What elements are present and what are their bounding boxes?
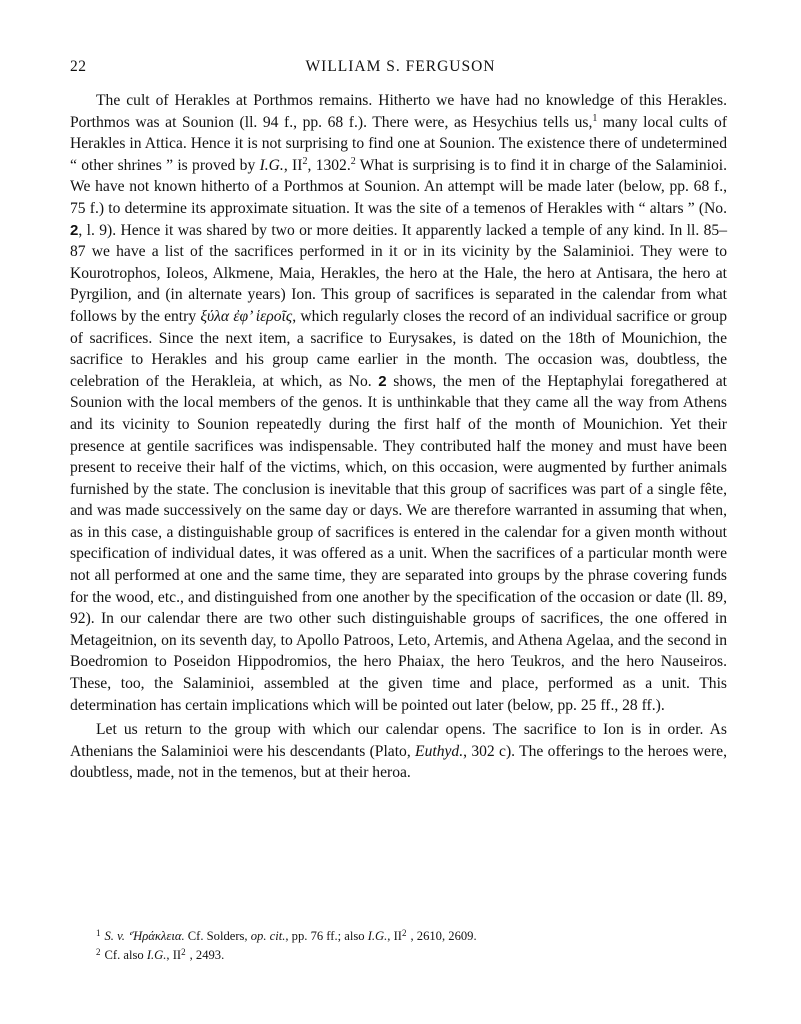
footnote-abbr: S. v. bbox=[104, 929, 125, 943]
citation-ig: I.G. bbox=[259, 156, 284, 174]
citation-ig: I.G. bbox=[367, 929, 388, 943]
text-run: many local cults of Herakles in Attica. Hence it is not surprising to find one at Sounion. The existence there of undetermined “ other shrines ” is proved by bbox=[70, 113, 728, 174]
footnote-mark: 1 bbox=[96, 928, 101, 938]
paragraph-2 bbox=[70, 719, 727, 784]
text-run: , II bbox=[387, 929, 402, 943]
citation-euthyd: Euthyd. bbox=[415, 742, 464, 760]
text-run: , 2610, 2609. bbox=[410, 929, 477, 943]
text-run: Cf. Solders, bbox=[184, 929, 251, 943]
text-run: , II bbox=[166, 948, 182, 962]
citation-ig: I.G. bbox=[146, 948, 167, 962]
text-run: Cf. also bbox=[104, 948, 147, 962]
running-title: WILLIAM S. FERGUSON bbox=[305, 58, 496, 75]
footnote-ref-2: 2 bbox=[350, 155, 356, 167]
text-run: , 1302. bbox=[307, 156, 351, 174]
citation-opcit: op. cit. bbox=[250, 929, 286, 943]
page-number: 22 bbox=[70, 58, 87, 75]
text-run: What is surprising is to find it in charge of the Salaminioi. We have not known hitherto of a Porthmos at Sounion. An attempt will be made later (below, pp. 68 f., 75 f.) to determine its approximate situation. It was the site of a temenos of Herakles with “ altars ” (No. bbox=[70, 156, 728, 217]
inscription-number: 2 bbox=[378, 372, 387, 390]
greek-term: ‘Ήράκλεια. bbox=[128, 929, 185, 943]
superscript: 2 bbox=[302, 155, 308, 167]
text-run: shows, the men of the Heptaphylai foregathered at Sounion with the local members of the genos. It is unthinkable that they came all the way from Athens and its vicinity to Sounion repeatedly during the first half of the month of Mounichion. Yet their presence at gentile sacrifices was indispensable. They contributed half the money and must have been present to receive their half of the victims, which, on this occasion, were augmented by further animals furnished by the state. The conclusion is inevitable that this group of sacrifices was part of a single fête, and was made successively on the same day or days. We are therefore warranted in assuming that when, as in this case, a distinguishable group of sacrifices is entered in the calendar for a given month without specification of individual dates, it was offered as a unit. When the sacrifices of a particular month were not all performed at one and the same time, they are separated into groups by the phrase covering funds for the wood, etc., and distinguished from one another by the specification of the occasion or date (ll. 89, 92). In our calendar there are two other such distinguishable groups of sacrifices, the one offered in Metageitnion, on its seventh day, to Apollo Patroos, Leto, Artemis, and Athena Agelaa, and the second in Boedromion to Poseidon Hippodromios, the hero Phaiax, the hero Teukros, and the hero Nauseiros. These, too, the Salaminioi, assembled at the given time and place, performed as a unit. This determination has certain implications which will be pointed out later (below, pp. 25 ff., 28 ff.). bbox=[70, 372, 727, 714]
footnote-ref-1: 1 bbox=[592, 112, 598, 124]
inscription-number: 2 bbox=[70, 221, 79, 239]
text-run: , 302 c). The offerings to the heroes were, doubtless, made, not in the temenos, but at their heroa. bbox=[70, 742, 727, 782]
superscript: 2 bbox=[401, 928, 407, 938]
text-run: , 2493. bbox=[189, 948, 225, 962]
footnote-1 bbox=[70, 927, 727, 946]
greek-phrase: ξύλα ἐφ’ ἱεροῖς bbox=[200, 307, 293, 325]
text-run: Let us return to the group with which our calendar opens. The sacrifice to Ion is in order. As Athenians the Salaminioi were his descendants (Plato, bbox=[70, 721, 727, 760]
text-run: , II bbox=[283, 156, 303, 174]
text-run: , pp. 76 ff.; also bbox=[285, 929, 368, 943]
superscript: 2 bbox=[181, 947, 186, 957]
footnotes bbox=[70, 927, 727, 965]
text-run: The cult of Herakles at Porthmos remains. Hitherto we have had no knowledge of this Herakles. Porthmos was at Sounion (ll. 94 f., pp. 68 f.). There were, as Hesychius tells us, bbox=[70, 92, 727, 131]
text-run: , which regularly closes the record of an individual sacrifice or group of sacrifices. Since the next item, a sacrifice to Eurysakes, is dated on the 18th of Mounichion, the sacrifice to Herakles and his group came earlier in the month. The occasion was, doubtless, the celebration of the Herakleia, at which, as No. bbox=[70, 307, 727, 390]
paragraph-1 bbox=[70, 90, 727, 716]
footnote-mark: 2 bbox=[96, 947, 101, 957]
running-header bbox=[70, 58, 731, 82]
text-run: , l. 9). Hence it was shared by two or more deities. It apparently lacked a temple of any kind. In ll. 85–87 we have a list of the sacrifices performed in it or in its vicinity by the Salaminioi. They were to Kourotrophos, Ioleos, Alkmene, Maia, Herakles, the hero at the Hale, the hero at Antisara, the hero at Pyrgilion, and (in alternate years) Ion. This group of sacrifices is separated in the calendar from what follows by the entry bbox=[70, 221, 727, 325]
main-text bbox=[70, 90, 727, 784]
footnote-2 bbox=[70, 946, 727, 965]
